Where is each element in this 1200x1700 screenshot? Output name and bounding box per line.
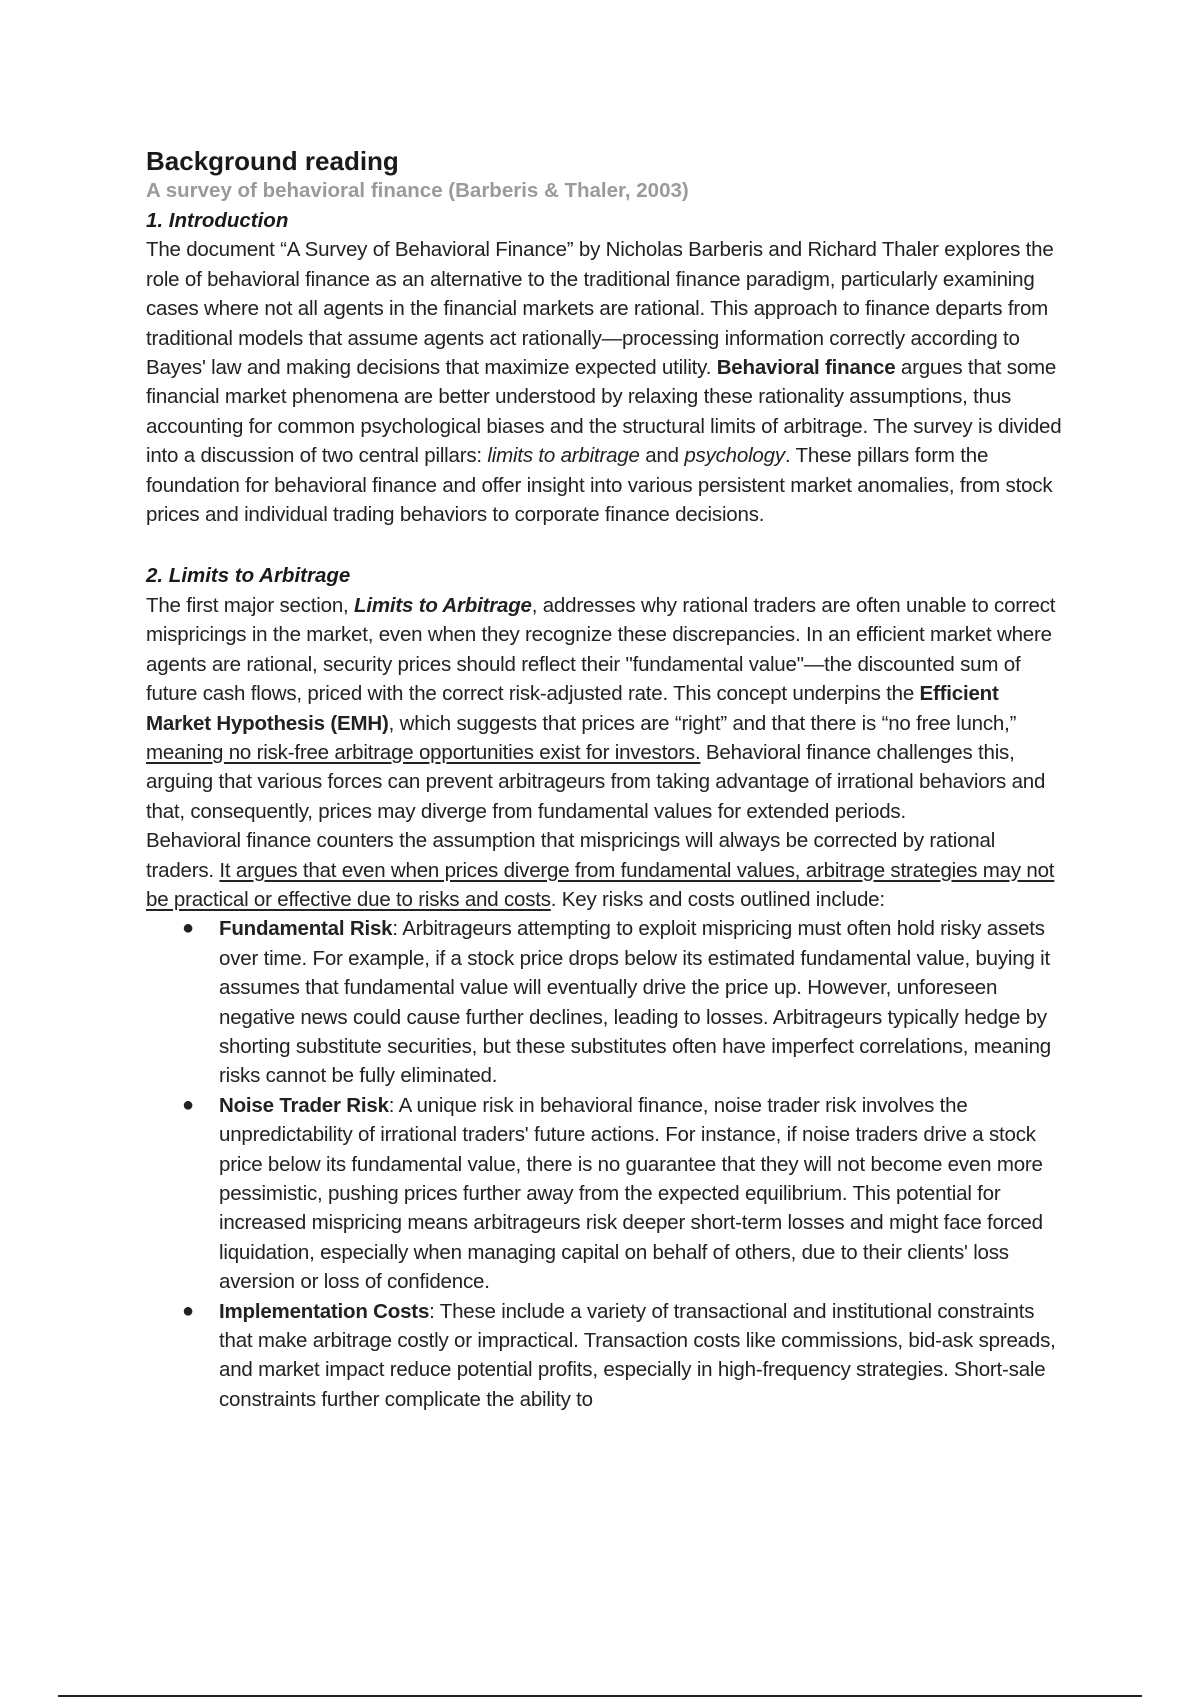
limits-p2-underline: It argues that even when prices diverge from fundamental values, arbitrage strategies may not be practical or effective due to risks and costs	[146, 858, 1055, 911]
list-item-text: : Arbitrageurs attempting to exploit mispricing must often hold risky assets over time. For example, if a stock price drops below its estimated fundamental value, buying it assumes that fundamental value will eventually drive the price up. However, unforeseen negative news could cause further declines, leading to losses. Arbitrageurs typically hedge by shorting substitute securities, but these substitutes often have imperfect correlations, meaning risks cannot be fully eliminated.	[219, 917, 1052, 1088]
intro-italic-psychology: psychology	[684, 444, 785, 468]
intro-italic-limits: limits to arbitrage	[487, 444, 640, 468]
list-item-term: Noise Trader Risk	[219, 1093, 389, 1117]
limits-p1-text-b: , addresses why rational traders are often unable to correct mispricings in the market, even when they recognize these discrepancies. In an efficient market where agents are rational, security prices should reflect their "fundamental value"—the discounted sum of future cash flows, priced with the correct risk-adjusted rate. This concept underpins the	[146, 593, 1056, 706]
limits-p1-bold-emh: Efficient Market Hypothesis (EMH)	[146, 682, 999, 735]
page-title: Background reading	[146, 146, 399, 176]
list-item-text: : These include a variety of transactional and institutional constraints that make arbitrage costly or impractical. Transaction costs like commissions, bid-ask spreads, and market impact reduce potential profits, especially in high-frequency strategies. Short-sale constraints further complicate the ability to	[219, 1299, 1056, 1411]
bullet-icon: ●	[182, 1299, 194, 1322]
list-item-term: Fundamental Risk	[219, 917, 393, 941]
section-heading-limits-to-arbitrage: 2. Limits to Arbitrage	[146, 564, 351, 588]
list-item-fundamental-risk	[146, 914, 1066, 1090]
page-subtitle: A survey of behavioral finance (Barberis & Thaler, 2003)	[146, 179, 689, 202]
list-item-text: : A unique risk in behavioral finance, noise trader risk involves the unpredictability of irrational traders' future actions. For instance, if noise traders drive a stock price below its fundamental value, there is no guarantee that they will not become even more pessimistic, pushing prices further away from the expected equilibrium. This potential for increased mispricing means arbitrageurs risk deeper short-term losses and might face forced liquidation, especially when managing capital on behalf of others, due to their clients' loss aversion or loss of confidence.	[219, 1093, 1043, 1294]
introduction-paragraph	[146, 235, 1066, 529]
intro-text-c: and	[639, 444, 685, 468]
limits-p1-text-c: , which suggests that prices are “right” and that there is “no free lunch,”	[388, 711, 1017, 735]
limits-p1-underline: meaning no risk-free arbitrage opportunities exist for investors.	[146, 740, 701, 764]
bullet-icon: ●	[182, 1093, 194, 1116]
section-heading-introduction: 1. Introduction	[146, 209, 289, 232]
limits-p2-text-a: Behavioral finance counters the assumption that mispricings will always be corrected by rational traders.	[146, 829, 996, 882]
footer-divider	[58, 1695, 1142, 1697]
list-item-implementation-costs	[146, 1297, 1066, 1415]
intro-text-b: argues that some financial market phenomena are better understood by relaxing these rationality assumptions, thus accounting for common psychological biases and the structural limits of arbitrage. The survey is divided into a discussion of two central pillars:	[146, 356, 1062, 468]
intro-bold-term: Behavioral finance	[716, 356, 896, 380]
risks-list	[146, 914, 1066, 1414]
document-page	[146, 146, 1066, 1414]
limits-p1-text-a: The first major section,	[146, 593, 355, 617]
section-spacer	[146, 529, 1066, 561]
list-item-term: Implementation Costs	[219, 1299, 430, 1323]
limits-paragraph-1	[146, 591, 1066, 826]
bullet-icon: ●	[182, 917, 194, 940]
limits-p1-bold-italic: Limits to Arbitrage	[354, 593, 532, 617]
limits-p2-text-b: . Key risks and costs outlined include:	[550, 887, 885, 911]
list-item-noise-trader-risk	[146, 1091, 1066, 1297]
limits-paragraph-2	[146, 826, 1066, 914]
limits-p1-text-d: Behavioral finance challenges this, arguing that various forces can prevent arbitrageurs from taking advantage of irrational behaviors and that, consequently, prices may diverge from fundamental values for extended periods.	[146, 740, 1046, 823]
intro-text-a: The document “A Survey of Behavioral Finance” by Nicholas Barberis and Richard Thaler explores the role of behavioral finance as an alternative to the traditional finance paradigm, particularly examining cases where not all agents in the financial markets are rational. This approach to finance departs from traditional models that assume agents act rationally—processing information correctly according to Bayes' law and making decisions that maximize expected utility.	[146, 238, 1054, 380]
intro-text-d: . These pillars form the foundation for behavioral finance and offer insight into various persistent market anomalies, from stock prices and individual trading behaviors to corporate finance decisions.	[146, 444, 1053, 527]
